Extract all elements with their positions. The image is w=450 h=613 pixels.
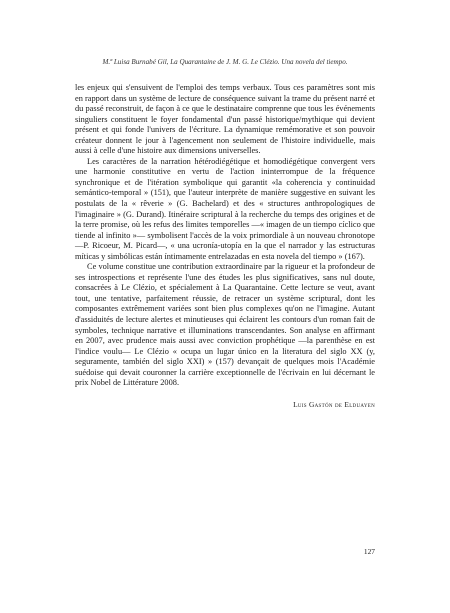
page-number: 127 bbox=[363, 547, 375, 556]
author-signature: Luis Gastón de Elduayen bbox=[293, 400, 375, 409]
running-header: M.ª Luisa Burnabé Gil, La Quarantaine de J. M. G. Le Clézio. Una novela del tiempo. bbox=[102, 58, 348, 66]
body-text bbox=[75, 83, 375, 389]
paragraph-2: Les caractères de la narration hétérodiégétique et homodiégétique convergent vers une harmonie constitutive en vertu de l'action ininterrompue de la fréquence synchronique et de l'itération symbolique qui garantit «la coherencia y continuidad semántico-temporal » (151), que l'auteur interprète de manière suggestive en suivant les postulats de la « rêverie » (G. Bachelard) et des « structures anthropologiques de l'imaginaire » (G. Durand). Itinéraire scriptural à la recherche du temps des origines et de la terre promise, où les refus des limites temporelles —« imagen de un tiempo cíclico que tiende al infinito »— symbolisent l'accès de la voix primordiale à un nouveau chronotope —P. Ricoeur, M. Picard—, « una ucronía-utopía en la que el narrador y las estructuras míticas y simbólicas están íntimamente entrelazadas en esta novela del tiempo » (167). bbox=[75, 156, 375, 261]
paragraph-1: les enjeux qui s'ensuivent de l'emploi des temps verbaux. Tous ces paramètres sont mis en rapport dans un système de lecture de conséquence suivant la trame du présent narré et du passé reconstruit, de façon à ce que le destinataire comprenne que tous les événements singuliers constituent le foyer fondamental d'un passé historique/mythique qui devient présent et qui fonde l'univers de l'écriture. La dynamique remémorative et son pouvoir créateur donnent le jour à l'agencement non seulement de l'histoire individuelle, mais aussi à celle d'une histoire aux dimensions universelles. bbox=[75, 83, 375, 156]
paragraph-3: Ce volume constitue une contribution extraordinaire par la rigueur et la profondeur de ses introspections et représente l'une des études les plus significatives, sans nul doute, consacrées à Le Clézio, et spécialement à La Quarantaine. Cette lecture se veut, avant tout, une tentative, parfaitement réussie, de retracer un système scriptural, dont les composantes extrêmement variées sont bien plus complexes qu'on ne l'imagine. Autant d'assiduités de lecture alertes et minutieuses qui éclairent les contours d'un roman fait de symboles, technique narrative et illuminations transcendantes. Son analyse en affirmant en 2007, avec prudence mais aussi avec conviction prophétique —la parenthèse en est l'indice voulu— Le Clézio « ocupa un lugar único en la literatura del siglo XX (y, seguramente, también del siglo XXI) » (157) devançait de quelques mois l'Académie suédoise qui devait couronner la carrière exceptionnelle de l'écrivain en lui décernant le prix Nobel de Littérature 2008. bbox=[75, 262, 375, 388]
